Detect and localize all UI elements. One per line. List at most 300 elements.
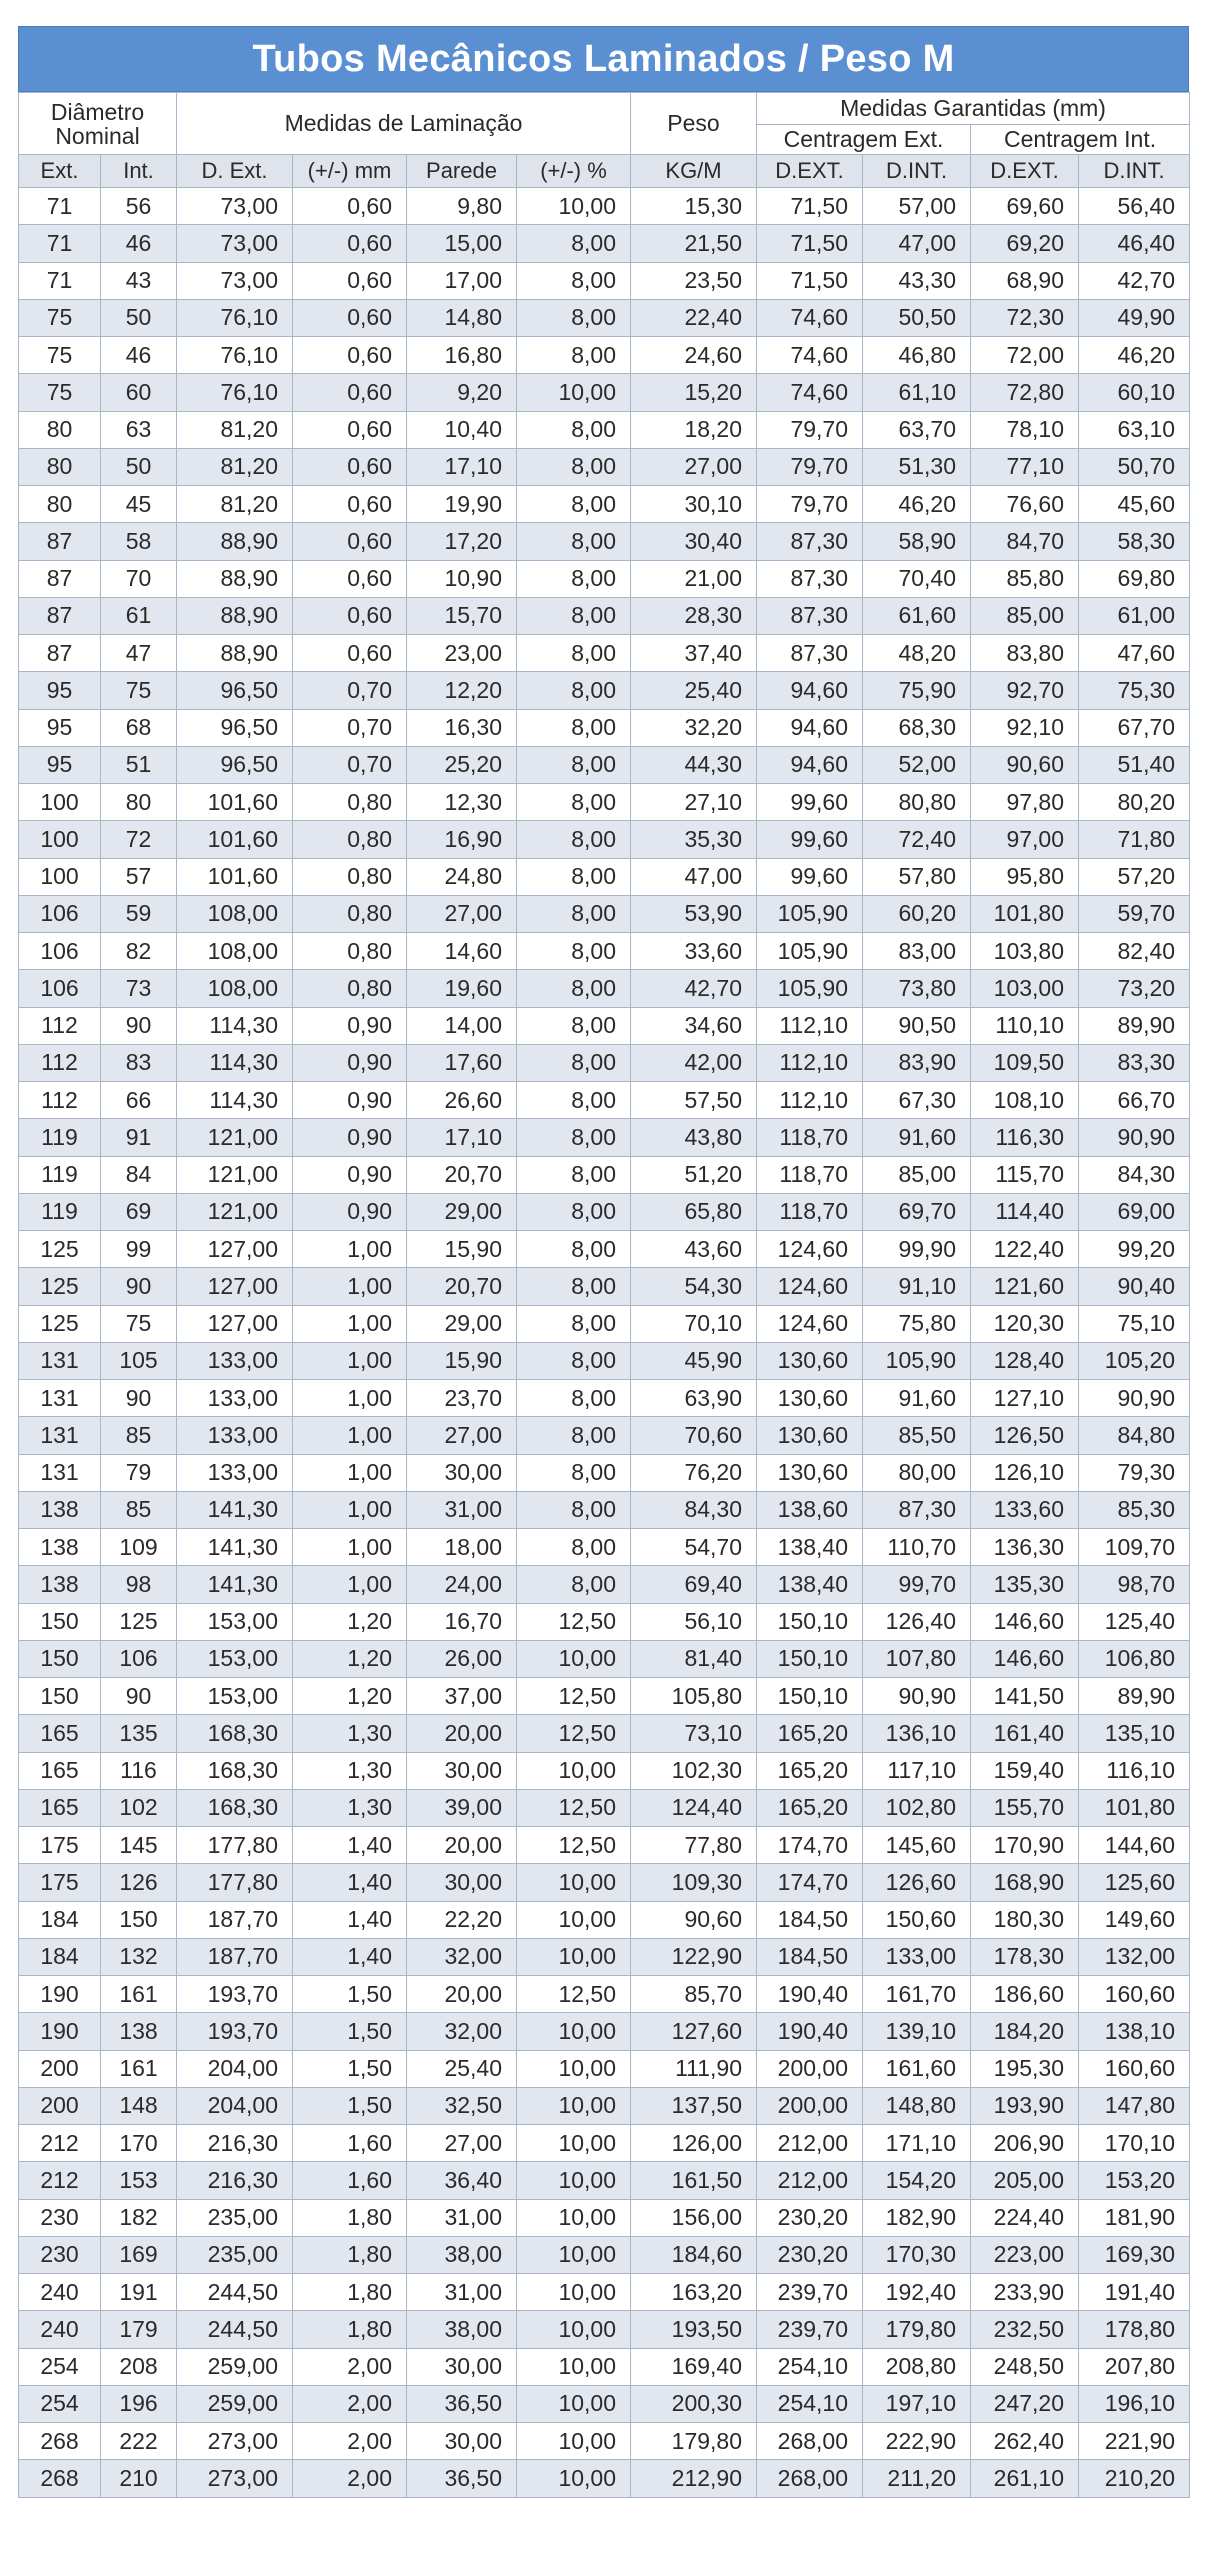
- col-int-cell: 46: [101, 225, 177, 262]
- col-gar-ext-dext-cell: 165,20: [757, 1715, 863, 1752]
- col-tol-mm-cell: 1,30: [293, 1789, 407, 1826]
- col-int-cell: 57: [101, 858, 177, 895]
- col-int-cell: 208: [101, 2348, 177, 2385]
- table-row: [19, 1901, 1190, 1938]
- col-gar-ext-dint-cell: 50,50: [863, 299, 971, 336]
- col-parede-cell: 15,70: [407, 597, 517, 634]
- col-gar-int-dint-cell: 153,20: [1079, 2162, 1190, 2199]
- table-row: [19, 374, 1190, 411]
- col-gar-ext-dint-cell: 99,70: [863, 1566, 971, 1603]
- col-int-cell: 47: [101, 635, 177, 672]
- col-gar-ext-dext-cell: 124,60: [757, 1268, 863, 1305]
- col-d-ext-cell: 96,50: [177, 746, 293, 783]
- col-gar-int-dint-cell: 45,60: [1079, 486, 1190, 523]
- col-kg-m-cell: 44,30: [631, 746, 757, 783]
- table-row: [19, 225, 1190, 262]
- col-gar-ext-dint-cell: 61,10: [863, 374, 971, 411]
- col-d-ext-cell: 108,00: [177, 933, 293, 970]
- col-tol-mm-cell: 1,40: [293, 1864, 407, 1901]
- col-tol-pct-cell: 8,00: [517, 1529, 631, 1566]
- col-kg-m-cell: 53,90: [631, 895, 757, 932]
- col-int-cell: 73: [101, 970, 177, 1007]
- col-gar-int-dint-cell: 207,80: [1079, 2348, 1190, 2385]
- col-kg-m-cell: 33,60: [631, 933, 757, 970]
- col-tol-mm-header: (+/-) mm: [293, 155, 407, 188]
- col-int-cell: 58: [101, 523, 177, 560]
- col-tol-pct-cell: 8,00: [517, 448, 631, 485]
- col-ext-cell: 212: [19, 2162, 101, 2199]
- col-parede-cell: 17,00: [407, 262, 517, 299]
- col-tol-pct-cell: 10,00: [517, 2348, 631, 2385]
- col-gar-int-dext-cell: 168,90: [971, 1864, 1079, 1901]
- col-gar-ext-dext-cell: 99,60: [757, 858, 863, 895]
- table-row: [19, 2274, 1190, 2311]
- col-gar-int-dext-cell: 85,80: [971, 560, 1079, 597]
- table-row: [19, 2013, 1190, 2050]
- col-tol-mm-cell: 1,50: [293, 2050, 407, 2087]
- col-gar-ext-dext-cell: 268,00: [757, 2460, 863, 2497]
- table-row: [19, 486, 1190, 523]
- table-row: [19, 523, 1190, 560]
- col-int-cell: 106: [101, 1640, 177, 1677]
- col-parede-cell: 30,00: [407, 1454, 517, 1491]
- col-int-cell: 161: [101, 1976, 177, 2013]
- table-row: [19, 1454, 1190, 1491]
- table-row: [19, 1938, 1190, 1975]
- col-int-cell: 148: [101, 2087, 177, 2124]
- col-tol-pct-cell: 10,00: [517, 2385, 631, 2422]
- col-tol-mm-cell: 0,60: [293, 411, 407, 448]
- col-parede-cell: 16,80: [407, 337, 517, 374]
- col-gar-ext-dint-cell: 67,30: [863, 1082, 971, 1119]
- table-row: [19, 2162, 1190, 2199]
- col-tol-pct-cell: 10,00: [517, 1864, 631, 1901]
- col-gar-int-dext-cell: 68,90: [971, 262, 1079, 299]
- col-ext-cell: 230: [19, 2199, 101, 2236]
- col-gar-int-dext-cell: 109,50: [971, 1044, 1079, 1081]
- col-ext-cell: 106: [19, 970, 101, 1007]
- col-kg-m-cell: 34,60: [631, 1007, 757, 1044]
- col-tol-mm-cell: 2,00: [293, 2348, 407, 2385]
- col-ext-cell: 75: [19, 337, 101, 374]
- table-row: [19, 411, 1190, 448]
- col-gar-int-dint-cell: 58,30: [1079, 523, 1190, 560]
- col-kg-m-cell: 84,30: [631, 1491, 757, 1528]
- col-parede-cell: 23,00: [407, 635, 517, 672]
- col-ext-cell: 80: [19, 448, 101, 485]
- col-d-ext-cell: 101,60: [177, 821, 293, 858]
- col-gar-int-dext-cell: 146,60: [971, 1603, 1079, 1640]
- col-gar-int-dint-cell: 49,90: [1079, 299, 1190, 336]
- table-row: [19, 2199, 1190, 2236]
- col-gar-ext-dext-cell: 239,70: [757, 2311, 863, 2348]
- col-tol-pct-cell: 8,00: [517, 858, 631, 895]
- col-d-ext-cell: 216,30: [177, 2162, 293, 2199]
- col-gar-ext-dext-cell: 74,60: [757, 374, 863, 411]
- col-parede-cell: 19,90: [407, 486, 517, 523]
- col-parede-cell: 36,50: [407, 2385, 517, 2422]
- col-d-ext-cell: 216,30: [177, 2125, 293, 2162]
- col-ext-cell: 131: [19, 1380, 101, 1417]
- col-gar-int-dext-cell: 262,40: [971, 2423, 1079, 2460]
- col-d-ext-cell: 168,30: [177, 1752, 293, 1789]
- col-int-cell: 90: [101, 1678, 177, 1715]
- col-gar-ext-dint-cell: 99,90: [863, 1231, 971, 1268]
- col-ext-cell: 75: [19, 299, 101, 336]
- col-tol-pct-cell: 8,00: [517, 1193, 631, 1230]
- col-d-ext-cell: 133,00: [177, 1454, 293, 1491]
- col-parede-cell: 32,50: [407, 2087, 517, 2124]
- col-d-ext-cell: 273,00: [177, 2423, 293, 2460]
- col-tol-pct-cell: 10,00: [517, 2050, 631, 2087]
- col-gar-int-dext-cell: 114,40: [971, 1193, 1079, 1230]
- col-gar-ext-dint-header: D.INT.: [863, 155, 971, 188]
- col-parede-cell: 29,00: [407, 1193, 517, 1230]
- col-gar-ext-dint-cell: 192,40: [863, 2274, 971, 2311]
- col-gar-int-dint-cell: 67,70: [1079, 709, 1190, 746]
- col-gar-int-dint-cell: 61,00: [1079, 597, 1190, 634]
- col-kg-m-cell: 76,20: [631, 1454, 757, 1491]
- col-gar-ext-dext-cell: 71,50: [757, 188, 863, 225]
- col-parede-cell: 20,70: [407, 1268, 517, 1305]
- col-gar-int-dint-cell: 89,90: [1079, 1007, 1190, 1044]
- col-d-ext-cell: 81,20: [177, 448, 293, 485]
- col-gar-int-dint-cell: 63,10: [1079, 411, 1190, 448]
- col-tol-pct-cell: 8,00: [517, 635, 631, 672]
- col-gar-ext-dint-cell: 85,00: [863, 1156, 971, 1193]
- col-parede-cell: 14,80: [407, 299, 517, 336]
- col-gar-int-dint-cell: 109,70: [1079, 1529, 1190, 1566]
- col-tol-mm-cell: 0,80: [293, 895, 407, 932]
- col-gar-int-dint-cell: 75,30: [1079, 672, 1190, 709]
- col-gar-ext-dext-cell: 239,70: [757, 2274, 863, 2311]
- col-ext-cell: 106: [19, 895, 101, 932]
- col-gar-ext-dint-cell: 63,70: [863, 411, 971, 448]
- col-gar-int-dext-cell: 248,50: [971, 2348, 1079, 2385]
- col-tol-mm-cell: 0,60: [293, 299, 407, 336]
- col-tol-mm-cell: 0,60: [293, 635, 407, 672]
- col-ext-cell: 175: [19, 1827, 101, 1864]
- col-d-ext-cell: 259,00: [177, 2385, 293, 2422]
- col-gar-int-dext-cell: 85,00: [971, 597, 1079, 634]
- col-tol-mm-cell: 1,50: [293, 1976, 407, 2013]
- table-row: [19, 188, 1190, 225]
- col-tol-mm-cell: 1,00: [293, 1268, 407, 1305]
- col-gar-ext-dext-cell: 200,00: [757, 2087, 863, 2124]
- table-row: [19, 2423, 1190, 2460]
- col-tol-mm-cell: 1,00: [293, 1305, 407, 1342]
- col-parede-cell: 20,00: [407, 1976, 517, 2013]
- col-int-cell: 126: [101, 1864, 177, 1901]
- col-gar-int-dext-cell: 90,60: [971, 746, 1079, 783]
- col-gar-int-dext-cell: 126,50: [971, 1417, 1079, 1454]
- col-ext-cell: 95: [19, 709, 101, 746]
- col-ext-cell: 87: [19, 560, 101, 597]
- col-gar-int-dint-cell: 191,40: [1079, 2274, 1190, 2311]
- col-ext-cell: 125: [19, 1305, 101, 1342]
- col-int-cell: 50: [101, 448, 177, 485]
- table-row: [19, 933, 1190, 970]
- col-int-cell: 51: [101, 746, 177, 783]
- col-parede-cell: 30,00: [407, 2348, 517, 2385]
- col-gar-ext-dext-cell: 118,70: [757, 1156, 863, 1193]
- col-gar-int-dint-cell: 99,20: [1079, 1231, 1190, 1268]
- col-d-ext-header: D. Ext.: [177, 155, 293, 188]
- col-gar-int-dint-cell: 80,20: [1079, 784, 1190, 821]
- col-kg-m-cell: 90,60: [631, 1901, 757, 1938]
- col-kg-m-cell: 193,50: [631, 2311, 757, 2348]
- col-gar-int-dint-cell: 125,60: [1079, 1864, 1190, 1901]
- col-gar-int-dint-cell: 169,30: [1079, 2236, 1190, 2273]
- col-d-ext-cell: 114,30: [177, 1082, 293, 1119]
- col-ext-cell: 240: [19, 2311, 101, 2348]
- col-gar-ext-dint-cell: 72,40: [863, 821, 971, 858]
- col-parede-cell: 17,10: [407, 1119, 517, 1156]
- col-tol-mm-cell: 1,80: [293, 2311, 407, 2348]
- col-kg-m-cell: 27,00: [631, 448, 757, 485]
- col-gar-int-dint-cell: 132,00: [1079, 1938, 1190, 1975]
- col-gar-ext-dext-cell: 105,90: [757, 895, 863, 932]
- col-gar-int-dint-cell: 125,40: [1079, 1603, 1190, 1640]
- col-kg-m-cell: 126,00: [631, 2125, 757, 2162]
- col-tol-mm-cell: 0,90: [293, 1119, 407, 1156]
- col-ext-cell: 175: [19, 1864, 101, 1901]
- table-row: [19, 1640, 1190, 1677]
- col-ext-cell: 95: [19, 746, 101, 783]
- col-parede-cell: 30,00: [407, 1864, 517, 1901]
- col-gar-ext-dext-cell: 87,30: [757, 635, 863, 672]
- col-gar-int-dint-cell: 50,70: [1079, 448, 1190, 485]
- table-row: [19, 821, 1190, 858]
- col-tol-pct-cell: 10,00: [517, 1640, 631, 1677]
- col-gar-ext-dext-cell: 212,00: [757, 2162, 863, 2199]
- col-d-ext-cell: 273,00: [177, 2460, 293, 2497]
- col-ext-cell: 150: [19, 1678, 101, 1715]
- col-tol-mm-cell: 0,80: [293, 858, 407, 895]
- col-tol-mm-cell: 0,60: [293, 597, 407, 634]
- col-ext-cell: 112: [19, 1082, 101, 1119]
- col-tol-pct-cell: 12,50: [517, 1603, 631, 1640]
- col-tol-mm-cell: 0,80: [293, 821, 407, 858]
- col-int-cell: 196: [101, 2385, 177, 2422]
- col-gar-ext-dint-cell: 222,90: [863, 2423, 971, 2460]
- col-gar-ext-dext-cell: 94,60: [757, 672, 863, 709]
- col-d-ext-cell: 133,00: [177, 1342, 293, 1379]
- col-parede-cell: 37,00: [407, 1678, 517, 1715]
- col-kg-m-cell: 37,40: [631, 635, 757, 672]
- col-tol-pct-cell: 8,00: [517, 1491, 631, 1528]
- col-gar-int-dext-cell: 127,10: [971, 1380, 1079, 1417]
- col-tol-pct-cell: 8,00: [517, 597, 631, 634]
- col-int-cell: 182: [101, 2199, 177, 2236]
- col-ext-cell: 165: [19, 1789, 101, 1826]
- table-row: [19, 709, 1190, 746]
- table-header: [19, 93, 1190, 188]
- col-gar-ext-dext-cell: 112,10: [757, 1007, 863, 1044]
- col-ext-cell: 200: [19, 2087, 101, 2124]
- col-gar-int-dext-cell: 72,80: [971, 374, 1079, 411]
- table-row: [19, 1864, 1190, 1901]
- col-gar-ext-dint-cell: 179,80: [863, 2311, 971, 2348]
- col-gar-ext-dint-cell: 46,20: [863, 486, 971, 523]
- col-gar-int-dext-cell: 69,20: [971, 225, 1079, 262]
- col-gar-int-dint-cell: 106,80: [1079, 1640, 1190, 1677]
- col-parede-cell: 15,90: [407, 1231, 517, 1268]
- col-tol-mm-cell: 0,60: [293, 560, 407, 597]
- col-gar-int-dext-cell: 170,90: [971, 1827, 1079, 1864]
- col-tol-pct-cell: 10,00: [517, 1901, 631, 1938]
- col-d-ext-cell: 114,30: [177, 1044, 293, 1081]
- col-d-ext-cell: 73,00: [177, 225, 293, 262]
- col-int-cell: 138: [101, 2013, 177, 2050]
- col-tol-pct-cell: 8,00: [517, 1566, 631, 1603]
- col-gar-ext-dint-cell: 161,70: [863, 1976, 971, 2013]
- col-kg-m-cell: 57,50: [631, 1082, 757, 1119]
- col-gar-ext-dext-cell: 71,50: [757, 262, 863, 299]
- table-row: [19, 1976, 1190, 2013]
- col-ext-cell: 100: [19, 858, 101, 895]
- col-gar-int-dext-cell: 72,30: [971, 299, 1079, 336]
- col-gar-ext-dint-cell: 126,60: [863, 1864, 971, 1901]
- col-int-cell: 79: [101, 1454, 177, 1491]
- col-gar-ext-dint-cell: 170,30: [863, 2236, 971, 2273]
- col-gar-int-dext-cell: 159,40: [971, 1752, 1079, 1789]
- col-tol-pct-cell: 8,00: [517, 970, 631, 1007]
- col-kg-m-cell: 27,10: [631, 784, 757, 821]
- table-row: [19, 1603, 1190, 1640]
- col-gar-int-dext-cell: 261,10: [971, 2460, 1079, 2497]
- col-parede-cell: 39,00: [407, 1789, 517, 1826]
- col-gar-ext-dext-cell: 71,50: [757, 225, 863, 262]
- col-int-header: Int.: [101, 155, 177, 188]
- col-tol-mm-cell: 1,40: [293, 1938, 407, 1975]
- table-row: [19, 672, 1190, 709]
- header-medidas-laminacao: Medidas de Laminação: [177, 93, 631, 155]
- col-gar-int-dint-cell: 105,20: [1079, 1342, 1190, 1379]
- col-d-ext-cell: 153,00: [177, 1678, 293, 1715]
- col-int-cell: 46: [101, 337, 177, 374]
- col-tol-pct-cell: 10,00: [517, 2311, 631, 2348]
- col-ext-cell: 200: [19, 2050, 101, 2087]
- col-gar-int-dint-cell: 90,90: [1079, 1119, 1190, 1156]
- col-tol-pct-cell: 8,00: [517, 746, 631, 783]
- table-row: [19, 1119, 1190, 1156]
- col-parede-cell: 31,00: [407, 2274, 517, 2311]
- col-ext-cell: 184: [19, 1901, 101, 1938]
- col-gar-ext-dext-cell: 230,20: [757, 2236, 863, 2273]
- col-int-cell: 85: [101, 1491, 177, 1528]
- col-d-ext-cell: 193,70: [177, 2013, 293, 2050]
- col-gar-ext-dint-cell: 150,60: [863, 1901, 971, 1938]
- col-kg-m-cell: 42,00: [631, 1044, 757, 1081]
- col-tol-mm-cell: 0,70: [293, 672, 407, 709]
- col-int-cell: 63: [101, 411, 177, 448]
- col-int-cell: 98: [101, 1566, 177, 1603]
- col-tol-mm-cell: 0,80: [293, 784, 407, 821]
- col-parede-cell: 24,00: [407, 1566, 517, 1603]
- col-gar-int-dint-cell: 42,70: [1079, 262, 1190, 299]
- col-gar-ext-dext-cell: 105,90: [757, 933, 863, 970]
- col-gar-int-dext-cell: 247,20: [971, 2385, 1079, 2422]
- col-int-cell: 169: [101, 2236, 177, 2273]
- col-gar-int-dext-cell: 193,90: [971, 2087, 1079, 2124]
- col-ext-cell: 125: [19, 1231, 101, 1268]
- col-tol-pct-cell: 12,50: [517, 1976, 631, 2013]
- col-gar-int-dext-cell: 128,40: [971, 1342, 1079, 1379]
- col-kg-m-cell: 43,60: [631, 1231, 757, 1268]
- col-gar-ext-dext-cell: 94,60: [757, 746, 863, 783]
- col-tol-mm-cell: 1,00: [293, 1454, 407, 1491]
- col-gar-int-dext-cell: 78,10: [971, 411, 1079, 448]
- col-tol-pct-cell: 10,00: [517, 2199, 631, 2236]
- col-parede-cell: 31,00: [407, 2199, 517, 2236]
- col-parede-cell: 12,20: [407, 672, 517, 709]
- table-row: [19, 970, 1190, 1007]
- col-gar-ext-dint-cell: 83,00: [863, 933, 971, 970]
- col-gar-int-dint-cell: 69,80: [1079, 560, 1190, 597]
- col-gar-int-dext-cell: 155,70: [971, 1789, 1079, 1826]
- col-parede-cell: 24,80: [407, 858, 517, 895]
- col-int-cell: 90: [101, 1007, 177, 1044]
- col-ext-cell: 95: [19, 672, 101, 709]
- col-kg-m-cell: 35,30: [631, 821, 757, 858]
- col-gar-ext-dint-cell: 139,10: [863, 2013, 971, 2050]
- col-gar-ext-dint-cell: 145,60: [863, 1827, 971, 1864]
- col-gar-ext-dint-cell: 52,00: [863, 746, 971, 783]
- col-gar-ext-dint-cell: 171,10: [863, 2125, 971, 2162]
- col-kg-m-cell: 111,90: [631, 2050, 757, 2087]
- col-tol-pct-cell: 10,00: [517, 2236, 631, 2273]
- col-gar-ext-dext-header: D.EXT.: [757, 155, 863, 188]
- col-gar-ext-dext-cell: 124,60: [757, 1305, 863, 1342]
- col-gar-ext-dint-cell: 75,80: [863, 1305, 971, 1342]
- table-row: [19, 262, 1190, 299]
- header-medidas-garantidas: Medidas Garantidas (mm): [757, 93, 1190, 125]
- col-tol-mm-cell: 0,90: [293, 1007, 407, 1044]
- col-ext-cell: 131: [19, 1454, 101, 1491]
- col-d-ext-cell: 204,00: [177, 2050, 293, 2087]
- col-kg-m-cell: 102,30: [631, 1752, 757, 1789]
- col-kg-m-cell: 184,60: [631, 2236, 757, 2273]
- col-gar-ext-dint-cell: 75,90: [863, 672, 971, 709]
- col-tol-pct-cell: 10,00: [517, 2087, 631, 2124]
- col-gar-ext-dext-cell: 118,70: [757, 1119, 863, 1156]
- col-tol-pct-cell: 8,00: [517, 1119, 631, 1156]
- col-tol-mm-cell: 0,60: [293, 225, 407, 262]
- col-gar-int-dint-cell: 160,60: [1079, 2050, 1190, 2087]
- col-ext-cell: 190: [19, 1976, 101, 2013]
- col-parede-cell: 17,20: [407, 523, 517, 560]
- col-gar-int-dext-cell: 103,00: [971, 970, 1079, 1007]
- col-d-ext-cell: 76,10: [177, 337, 293, 374]
- col-kg-m-cell: 65,80: [631, 1193, 757, 1230]
- col-gar-int-dext-cell: 126,10: [971, 1454, 1079, 1491]
- col-d-ext-cell: 121,00: [177, 1119, 293, 1156]
- col-d-ext-cell: 73,00: [177, 262, 293, 299]
- col-tol-mm-cell: 1,40: [293, 1901, 407, 1938]
- col-tol-mm-cell: 0,90: [293, 1193, 407, 1230]
- col-int-cell: 59: [101, 895, 177, 932]
- col-kg-m-cell: 42,70: [631, 970, 757, 1007]
- col-parede-cell: 26,00: [407, 1640, 517, 1677]
- col-d-ext-cell: 177,80: [177, 1864, 293, 1901]
- col-gar-ext-dint-cell: 126,40: [863, 1603, 971, 1640]
- table-row: [19, 1715, 1190, 1752]
- col-kg-m-cell: 23,50: [631, 262, 757, 299]
- col-gar-ext-dext-cell: 138,40: [757, 1566, 863, 1603]
- col-d-ext-cell: 114,30: [177, 1007, 293, 1044]
- col-d-ext-cell: 193,70: [177, 1976, 293, 2013]
